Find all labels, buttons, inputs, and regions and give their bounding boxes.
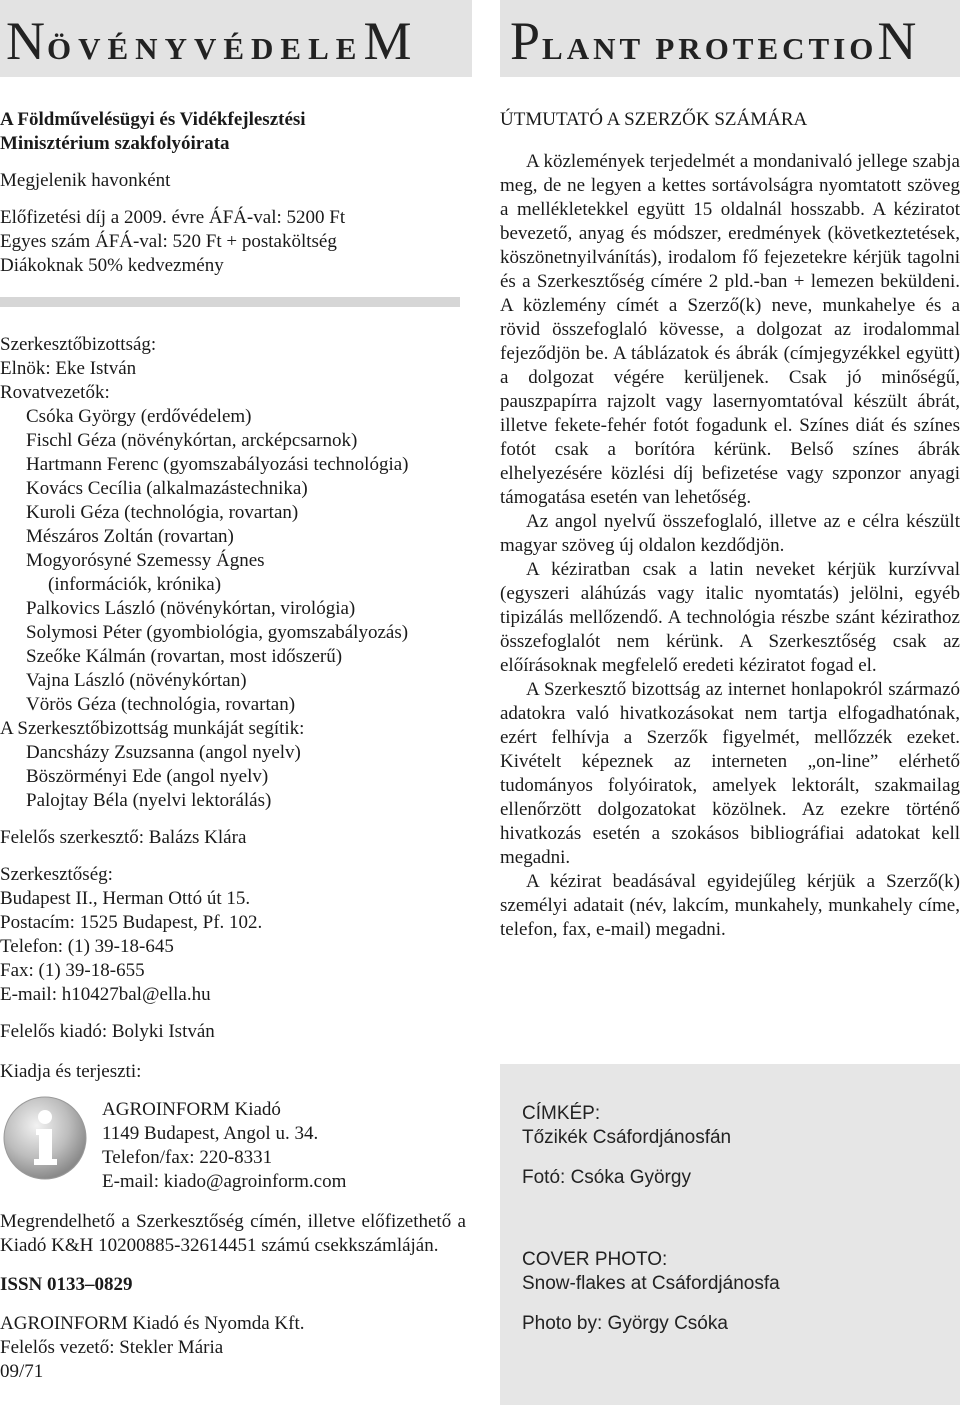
order-info: Megrendelhető a Szerkesztőség címén, illetve előfizethető a Kiadó K&H 10200885-32614451 számú csekkszámláján. — [0, 1211, 466, 1256]
issn: ISSN 0133–0829 — [0, 1274, 133, 1295]
editor-item: Csóka György (erdővédelem) — [26, 406, 252, 427]
left-column — [0, 108, 466, 1384]
editor-item: Kovács Cecília (alkalmazástechnika) — [26, 478, 308, 499]
subscription-price: Előfizetési díj a 2009. évre ÁFÁ-val: 5200 Ft — [0, 207, 346, 228]
publisher-name: AGROINFORM Kiadó — [102, 1099, 281, 1120]
single-issue-price: Egyes szám ÁFÁ-val: 520 Ft + postaköltség — [0, 231, 337, 252]
editor-item: Palkovics László (növénykórtan, virológia) — [26, 598, 356, 619]
helpers-list — [0, 741, 466, 813]
issue-code: 09/71 — [0, 1361, 44, 1382]
editor-item: Vörös Géza (technológia, rovartan) — [26, 694, 296, 715]
cover-photo-credit-en: Photo by: György Csóka — [522, 1313, 728, 1334]
helper-item: Dancsházy Zsuzsanna (angol nyelv) — [26, 742, 301, 763]
ministry-line-2: Minisztérium szakfolyóirata — [0, 133, 230, 154]
student-discount: Diákoknak 50% kedvezmény — [0, 255, 224, 276]
cover-photo-box — [500, 1064, 960, 1405]
responsible-publisher: Felelős kiadó: Bolyki István — [0, 1021, 215, 1042]
helper-item: Palojtay Béla (nyelvi lektorálás) — [26, 790, 272, 811]
responsible-editor: Felelős szerkesztő: Balázs Klára — [0, 827, 247, 848]
office-fax: Fax: (1) 39-18-655 — [0, 960, 145, 981]
editor-item: Vajna László (növénykórtan) — [26, 670, 247, 691]
office-address: Budapest II., Herman Ottó út 15. — [0, 888, 251, 909]
guideline-paragraph: Az angol nyelvű összefoglaló, illetve az e célra készült magyar szöveg új oldalon kezdődjön. — [500, 511, 960, 556]
banner-right — [500, 0, 960, 77]
office-email: E-mail: h10427bal@ella.hu — [0, 984, 211, 1005]
publisher-block — [0, 1093, 466, 1194]
guideline-paragraph: A Szerkesztő bizottság az internet honlapokról származó adatokra való hivatkozásokat nem tartja elfogadhatónak, ezért felhívja a Szerzők figyelmét, mellőzzék ezeket. Kivételt képeznek az interneten „on-line” elérhető tudományos folyóiratok, amelyek lektorált, szakmailag ellenőrzött dolgozatokat közölnek. Az ezekre történő hivatkozás esetén a szokásos bibliográfiai adatokat kell megadni. — [500, 679, 960, 868]
cover-photo-text — [522, 1102, 780, 1336]
editor-item: Solymosi Péter (gyombiológia, gyomszabályozás) — [26, 622, 409, 643]
editor-item: Mészáros Zoltán (rovartan) — [26, 526, 234, 547]
editor-item: Kuroli Géza (technológia, rovartan) — [26, 502, 299, 523]
board-label: Szerkesztőbizottság: — [0, 334, 157, 355]
office-phone: Telefon: (1) 39-18-645 — [0, 936, 174, 957]
cover-photo-credit-hu: Fotó: Csóka György — [522, 1167, 691, 1188]
office-postal: Postacím: 1525 Budapest, Pf. 102. — [0, 912, 263, 933]
publisher-address: 1149 Budapest, Angol u. 34. — [102, 1123, 319, 1144]
publisher-details — [102, 1098, 346, 1194]
publisher-phone: Telefon/fax: 220-8331 — [102, 1147, 273, 1168]
section-editors-list — [0, 405, 466, 717]
ministry-line-1: A Földművelésügyi és Vidékfejlesztési — [0, 109, 306, 130]
editor-item: Fischl Géza (növénykórtan, arcképcsarnok) — [26, 430, 358, 451]
right-column — [500, 108, 960, 942]
journal-title-english: PLANT PROTECTION — [510, 11, 919, 71]
journal-title-hungarian: NÖVÉNYVÉDELEM — [6, 11, 414, 71]
helper-item: Böszörményi Ede (angol nyelv) — [26, 766, 269, 787]
cover-label-hu: CÍMKÉP: — [522, 1103, 601, 1124]
editor-item: Mogyorósyné Szemessy Ágnes (információk, krónika) — [26, 550, 265, 595]
printer-manager: Felelős vezető: Stekler Mária — [0, 1337, 224, 1358]
guideline-paragraph: A kéziratban csak a latin neveket kérjük kurzívval (egyszeri aláhúzás vagy italic nyomtatás) jelölni, egyéb tipizálás mellőzendő. A technológia részbe szánt kézirathoz összefoglalót nem kérünk. A Szerkesztőség csak az előírásoknak megfelelő eredeti kéziratot fogad el. — [500, 559, 960, 676]
printer: AGROINFORM Kiadó és Nyomda Kft. — [0, 1313, 305, 1334]
author-guidelines-heading: ÚTMUTATÓ A SZERZŐK SZÁMÁRA — [500, 109, 808, 130]
section-editors-label: Rovatvezetők: — [0, 382, 110, 403]
editor-item: Hartmann Ferenc (gyomszabályozási technológia) — [26, 454, 409, 475]
divider — [0, 297, 460, 307]
frequency: Megjelenik havonként — [0, 170, 171, 191]
info-logo-icon — [0, 1093, 100, 1193]
cover-subject-hu: Tőzikék Csáfordjánosfán — [522, 1127, 732, 1148]
cover-subject-en: Snow-flakes at Csáfordjánosfa — [522, 1273, 780, 1294]
office-label: Szerkesztőség: — [0, 864, 113, 885]
cover-label-en: COVER PHOTO: — [522, 1249, 668, 1270]
editor-item: Szeőke Kálmán (rovartan, most időszerű) — [26, 646, 343, 667]
guideline-paragraph: A kézirat beadásával egyidejűleg kérjük a Szerző(k) személyi adatait (név, lakcím, munkahely, munkahely címe, telefon, fax, e-mail) megadni. — [500, 871, 960, 940]
helpers-label: A Szerkesztőbizottság munkáját segítik: — [0, 718, 305, 739]
publisher-email: E-mail: kiado@agroinform.com — [102, 1171, 347, 1192]
distributor-label: Kiadja és terjeszti: — [0, 1061, 142, 1082]
board-chair: Elnök: Eke István — [0, 358, 137, 379]
guideline-paragraph: A közlemények terjedelmét a mondanivaló jellege szabja meg, de ne legyen a kettes sortávolságra nyomtatott szöveg a mellékletekkel együtt 15 oldalnál hosszabb. A kéziratot bevezető, anyag és módszer, eredmények (következtetések, köszönetnyilvánítás), irodalom fő fejezetekre kérjük tagolni és a Szerkesztőség címére 2 pld.-ban + lemezen beküldeni. A közlemény címét a Szerző(k) neve, munkahelye és a rövid összefoglaló kövesse, a dolgozat az irodalommal fejeződjön be. A táblázatok és ábrák (címjegyzékkel együtt) a dolgozat végére kerüljenek. Csak jó minőségű, pauszpapírra rajzolt vagy lasernyomtatóval készült ábrát, illetve fekete-fehér fotót fogadunk el. Színes diát és színes fotót csak a borítóra kérünk. Belső színes ábrák elhelyezésére közlési díj befizetése vagy szponzor anyagi támogatása esetén van lehetőség. — [500, 151, 960, 508]
banner-left — [0, 0, 472, 77]
